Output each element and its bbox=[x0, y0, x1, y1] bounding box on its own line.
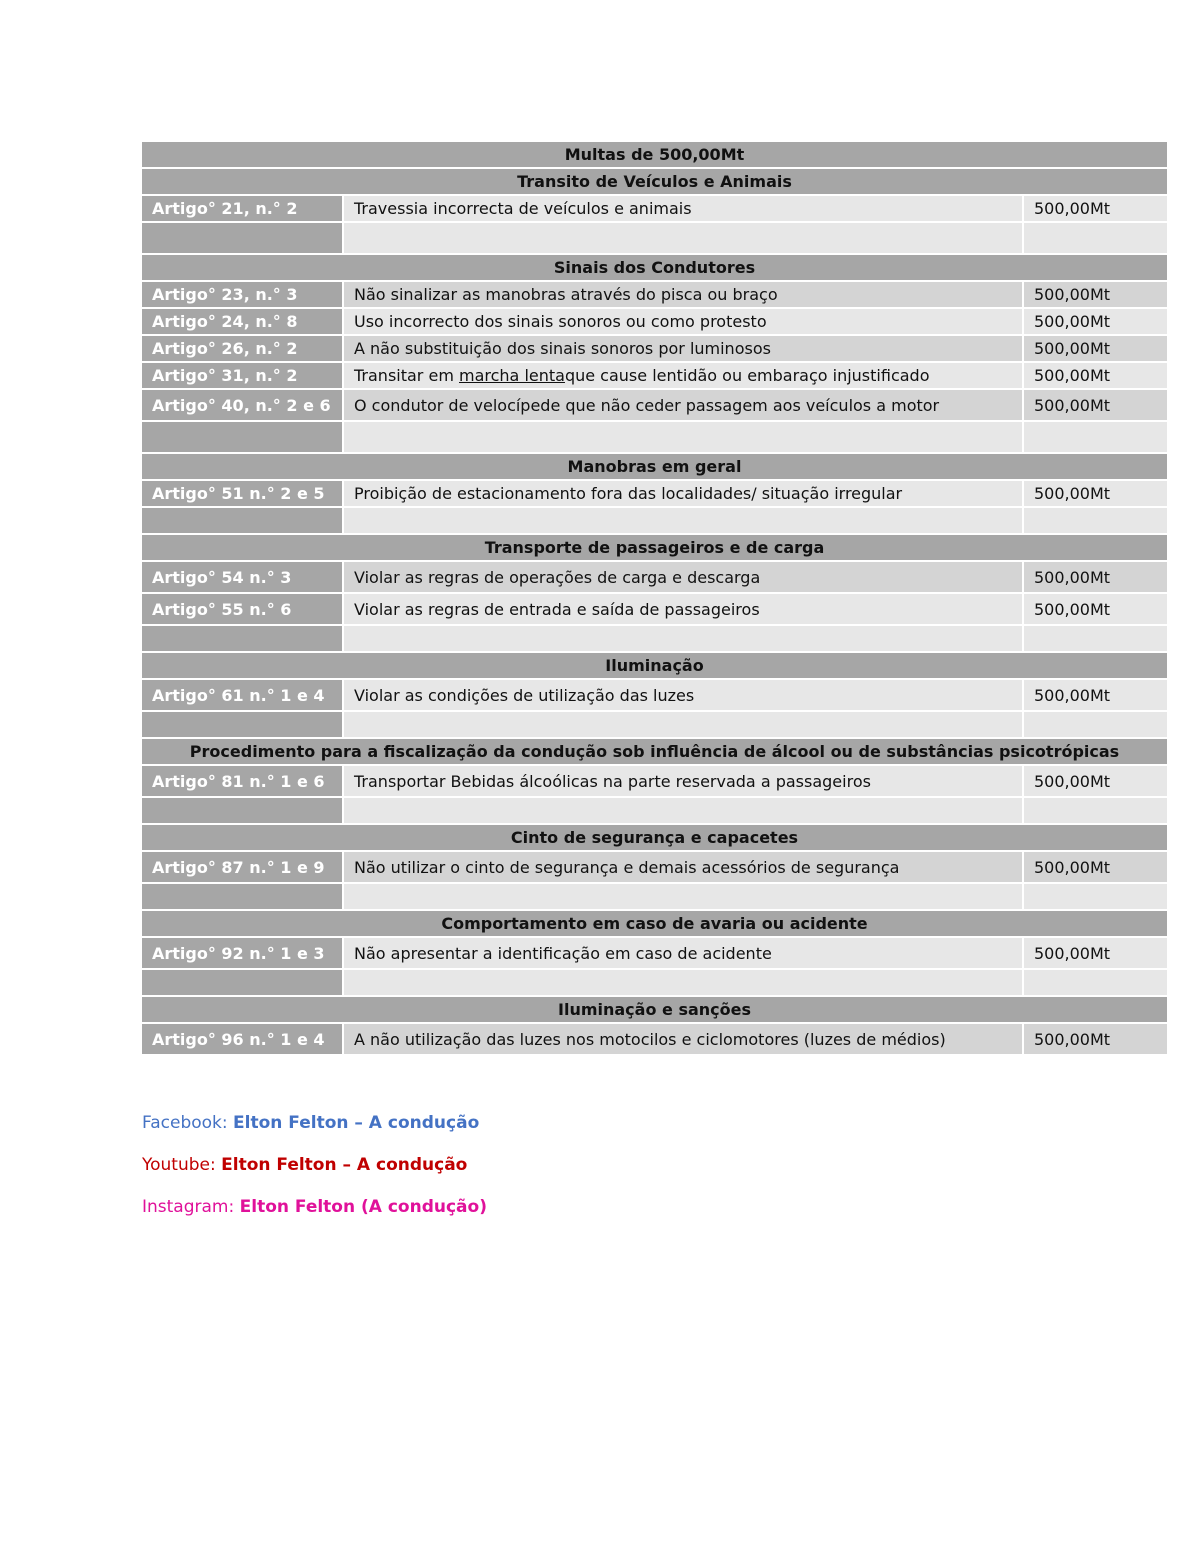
empty-cell bbox=[142, 508, 344, 533]
amount-cell: 500,00Mt bbox=[1024, 282, 1167, 307]
section-heading: Cinto de segurança e capacetes bbox=[142, 825, 1167, 852]
table-row bbox=[142, 336, 1167, 363]
instagram-line bbox=[142, 1197, 487, 1217]
facebook-line bbox=[142, 1113, 479, 1133]
spacer-row bbox=[142, 798, 1167, 825]
description-text: Transitar em bbox=[354, 366, 454, 385]
table-row bbox=[142, 390, 1167, 422]
instagram-label: Instagram: bbox=[142, 1197, 240, 1217]
amount-cell: 500,00Mt bbox=[1024, 309, 1167, 334]
empty-cell bbox=[1024, 798, 1167, 823]
section-heading: Manobras em geral bbox=[142, 454, 1167, 481]
article-cell: Artigo° 81 n.° 1 e 6 bbox=[142, 766, 344, 796]
table-row bbox=[142, 680, 1167, 712]
article-cell: Artigo° 21, n.° 2 bbox=[142, 196, 344, 221]
amount-cell: 500,00Mt bbox=[1024, 336, 1167, 361]
amount-cell: 500,00Mt bbox=[1024, 390, 1167, 420]
empty-cell bbox=[142, 970, 344, 995]
spacer-row bbox=[142, 223, 1167, 255]
description-cell: Não utilizar o cinto de segurança e demais acessórios de segurança bbox=[344, 852, 1024, 882]
empty-cell bbox=[344, 422, 1024, 452]
spacer-row bbox=[142, 712, 1167, 739]
table-row bbox=[142, 1024, 1167, 1056]
description-cell: Violar as condições de utilização das luzes bbox=[344, 680, 1024, 710]
description-cell: Não sinalizar as manobras através do pisca ou braço bbox=[344, 282, 1024, 307]
spacer-row bbox=[142, 508, 1167, 535]
table-row bbox=[142, 196, 1167, 223]
empty-cell bbox=[1024, 970, 1167, 995]
description-cell: Transportar Bebidas álcoólicas na parte reservada a passageiros bbox=[344, 766, 1024, 796]
article-cell: Artigo° 31, n.° 2 bbox=[142, 363, 344, 388]
fines-table bbox=[142, 142, 1167, 1056]
facebook-label: Facebook: bbox=[142, 1113, 234, 1133]
section-heading: Comportamento em caso de avaria ou acidente bbox=[142, 911, 1167, 938]
description-cell: Uso incorrecto dos sinais sonoros ou como protesto bbox=[344, 309, 1024, 334]
amount-cell: 500,00Mt bbox=[1024, 1024, 1167, 1054]
table-row bbox=[142, 594, 1167, 626]
section-heading: Sinais dos Condutores bbox=[142, 255, 1167, 282]
amount-cell: 500,00Mt bbox=[1024, 196, 1167, 221]
description-cell: Proibição de estacionamento fora das localidades/ situação irregular bbox=[344, 481, 1024, 506]
table-row bbox=[142, 766, 1167, 798]
description-cell: Travessia incorrecta de veículos e animais bbox=[344, 196, 1024, 221]
empty-cell bbox=[344, 970, 1024, 995]
article-cell: Artigo° 87 n.° 1 e 9 bbox=[142, 852, 344, 882]
empty-cell bbox=[142, 422, 344, 452]
youtube-label: Youtube: bbox=[142, 1155, 222, 1175]
description-cell: Não apresentar a identificação em caso de acidente bbox=[344, 938, 1024, 968]
article-cell: Artigo° 24, n.° 8 bbox=[142, 309, 344, 334]
youtube-line bbox=[142, 1155, 467, 1175]
empty-cell bbox=[344, 712, 1024, 737]
article-cell: Artigo° 92 n.° 1 e 3 bbox=[142, 938, 344, 968]
section-heading: Transporte de passageiros e de carga bbox=[142, 535, 1167, 562]
article-cell: Artigo° 54 n.° 3 bbox=[142, 562, 344, 592]
empty-cell bbox=[344, 798, 1024, 823]
description-text: que cause lentidão ou embaraço injustificado bbox=[564, 366, 930, 385]
table-row bbox=[142, 363, 1167, 390]
table-row bbox=[142, 282, 1167, 309]
empty-cell bbox=[1024, 422, 1167, 452]
description-cell: O condutor de velocípede que não ceder passagem aos veículos a motor bbox=[344, 390, 1024, 420]
empty-cell bbox=[1024, 508, 1167, 533]
table-row bbox=[142, 309, 1167, 336]
article-cell: Artigo° 40, n.° 2 e 6 bbox=[142, 390, 344, 420]
amount-cell: 500,00Mt bbox=[1024, 481, 1167, 506]
table-row bbox=[142, 562, 1167, 594]
empty-cell bbox=[142, 223, 344, 253]
table-row bbox=[142, 938, 1167, 970]
article-cell: Artigo° 51 n.° 2 e 5 bbox=[142, 481, 344, 506]
spacer-row bbox=[142, 884, 1167, 911]
description-cell bbox=[344, 363, 1024, 388]
instagram-name[interactable]: Elton Felton (A condução) bbox=[239, 1197, 487, 1217]
empty-cell bbox=[1024, 712, 1167, 737]
empty-cell bbox=[344, 223, 1024, 253]
amount-cell: 500,00Mt bbox=[1024, 852, 1167, 882]
table-row bbox=[142, 852, 1167, 884]
section-heading: Procedimento para a fiscalização da condução sob influência de álcool ou de substâncias psicotrópicas bbox=[142, 739, 1167, 766]
amount-cell: 500,00Mt bbox=[1024, 938, 1167, 968]
empty-cell bbox=[344, 626, 1024, 651]
description-cell: A não substituição dos sinais sonoros por luminosos bbox=[344, 336, 1024, 361]
amount-cell: 500,00Mt bbox=[1024, 680, 1167, 710]
section-heading: Iluminação e sanções bbox=[142, 997, 1167, 1024]
empty-cell bbox=[344, 508, 1024, 533]
empty-cell bbox=[1024, 223, 1167, 253]
section-heading: Transito de Veículos e Animais bbox=[142, 169, 1167, 196]
empty-cell bbox=[142, 884, 344, 909]
amount-cell: 500,00Mt bbox=[1024, 562, 1167, 592]
table-title: Multas de 500,00Mt bbox=[142, 142, 1167, 169]
spacer-row bbox=[142, 626, 1167, 653]
description-cell: Violar as regras de operações de carga e descarga bbox=[344, 562, 1024, 592]
section-heading: Iluminação bbox=[142, 653, 1167, 680]
youtube-name[interactable]: Elton Felton – A condução bbox=[221, 1155, 468, 1175]
article-cell: Artigo° 96 n.° 1 e 4 bbox=[142, 1024, 344, 1054]
article-cell: Artigo° 55 n.° 6 bbox=[142, 594, 344, 624]
amount-cell: 500,00Mt bbox=[1024, 766, 1167, 796]
description-cell: Violar as regras de entrada e saída de passageiros bbox=[344, 594, 1024, 624]
empty-cell bbox=[1024, 626, 1167, 651]
amount-cell: 500,00Mt bbox=[1024, 594, 1167, 624]
spacer-row bbox=[142, 422, 1167, 454]
underlined-phrase: marcha lenta bbox=[459, 366, 565, 385]
facebook-name[interactable]: Elton Felton – A condução bbox=[233, 1113, 480, 1133]
article-cell: Artigo° 26, n.° 2 bbox=[142, 336, 344, 361]
table-row bbox=[142, 481, 1167, 508]
empty-cell bbox=[142, 626, 344, 651]
article-cell: Artigo° 23, n.° 3 bbox=[142, 282, 344, 307]
spacer-row bbox=[142, 970, 1167, 997]
description-cell: A não utilização das luzes nos motocilos e ciclomotores (luzes de médios) bbox=[344, 1024, 1024, 1054]
amount-cell: 500,00Mt bbox=[1024, 363, 1167, 388]
article-cell: Artigo° 61 n.° 1 e 4 bbox=[142, 680, 344, 710]
empty-cell bbox=[344, 884, 1024, 909]
empty-cell bbox=[1024, 884, 1167, 909]
empty-cell bbox=[142, 712, 344, 737]
empty-cell bbox=[142, 798, 344, 823]
